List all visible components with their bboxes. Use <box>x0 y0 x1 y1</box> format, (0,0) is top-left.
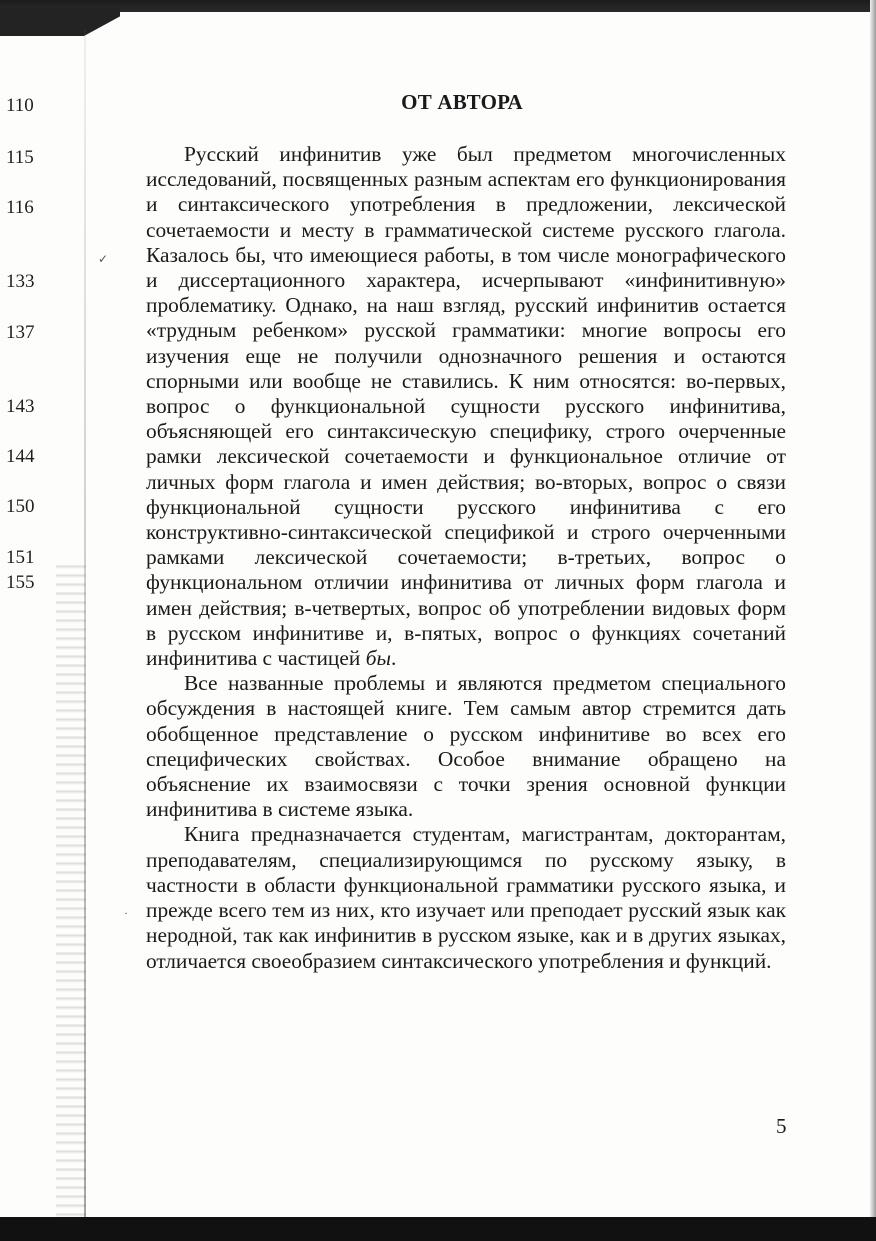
binding-shadow <box>56 560 86 1220</box>
paragraph-tail: . <box>390 646 397 671</box>
body-text <box>146 142 786 974</box>
margin-number: 155 <box>6 572 35 593</box>
ink-speck: · <box>124 906 128 920</box>
paragraph: Книга предназначается студентам, магистрантам, докторантам, преподавателям, специализирующимся по русскому языку, в частности в области функциональной грамматики русского языка, и прежде всего тем из них, кто изучает или преподает русский язык как неродной, так как инфинитив в русском языке, как и в других языках, отличается своеобразием синтаксического употребления и функций. <box>146 822 786 973</box>
margin-number: 137 <box>6 322 35 343</box>
paragraph <box>146 142 786 671</box>
margin-number: 110 <box>6 95 34 116</box>
scan-top-fold <box>0 8 120 36</box>
margin-number: 144 <box>6 446 35 467</box>
page-title: ОТ АВТОРА <box>401 90 523 114</box>
margin-number: 143 <box>6 396 35 417</box>
margin-number: 151 <box>6 547 35 568</box>
italic-particle: бы <box>365 646 391 671</box>
margin-number: 116 <box>6 197 34 218</box>
page-number: 5 <box>776 1114 787 1138</box>
scan-right-edge <box>870 0 876 1241</box>
margin-number: 150 <box>6 496 35 517</box>
pencil-mark: ✓ <box>98 252 109 266</box>
margin-number: 115 <box>6 147 34 168</box>
paragraph-text: Русский инфинитив уже был предметом многочисленных исследований, посвященных разным аспектам его функционирования и синтаксического употребления в предложении, лексической сочетаемости и месту в грамматической системе русского глагола. Казалось бы, что имеющиеся работы, в том числе монографического и диссертационного характера, исчерпывают «инфинитивную» проблематику. Однако, на наш взгляд, русский инфинитив остается «трудным ребенком» русской грамматики: многие вопросы его изучения еще не получили однозначного решения и остаются спорными или вообще не ставились. К ним относятся: во-первых, вопрос о функциональной сущности русского инфинитива, объясняющей его синтаксическую специфику, строго очерченные рамки лексической сочетаемости и функциональное отличие от личных форм глагола и имен действия; во-вторых, вопрос о связи функциональной сущности русского инфинитива с его конструктивно-синтаксической спецификой и строго очерченными рамками лексической сочетаемости; в-третьих, вопрос о функциональном отличии инфинитива от личных форм глагола и имен действия; в-четвертых, вопрос об употреблении видовых форм в русском инфинитиве и, в-пятых, вопрос о функциях сочетаний инфинитива с частицей <box>146 142 786 671</box>
scan-top-edge <box>0 0 876 12</box>
scan-bottom-edge <box>0 1217 876 1241</box>
paragraph: Все названные проблемы и являются предметом специального обсуждения в настоящей книге. Тем самым автор стремится дать обобщенное представление о русском инфинитиве во всех его специфических свойствах. Особое внимание обращено на объяснение их взаимосвязи с точки зрения основной функции инфинитива в системе языка. <box>146 671 786 822</box>
binding-line <box>84 30 86 1220</box>
margin-number: 133 <box>6 271 35 292</box>
